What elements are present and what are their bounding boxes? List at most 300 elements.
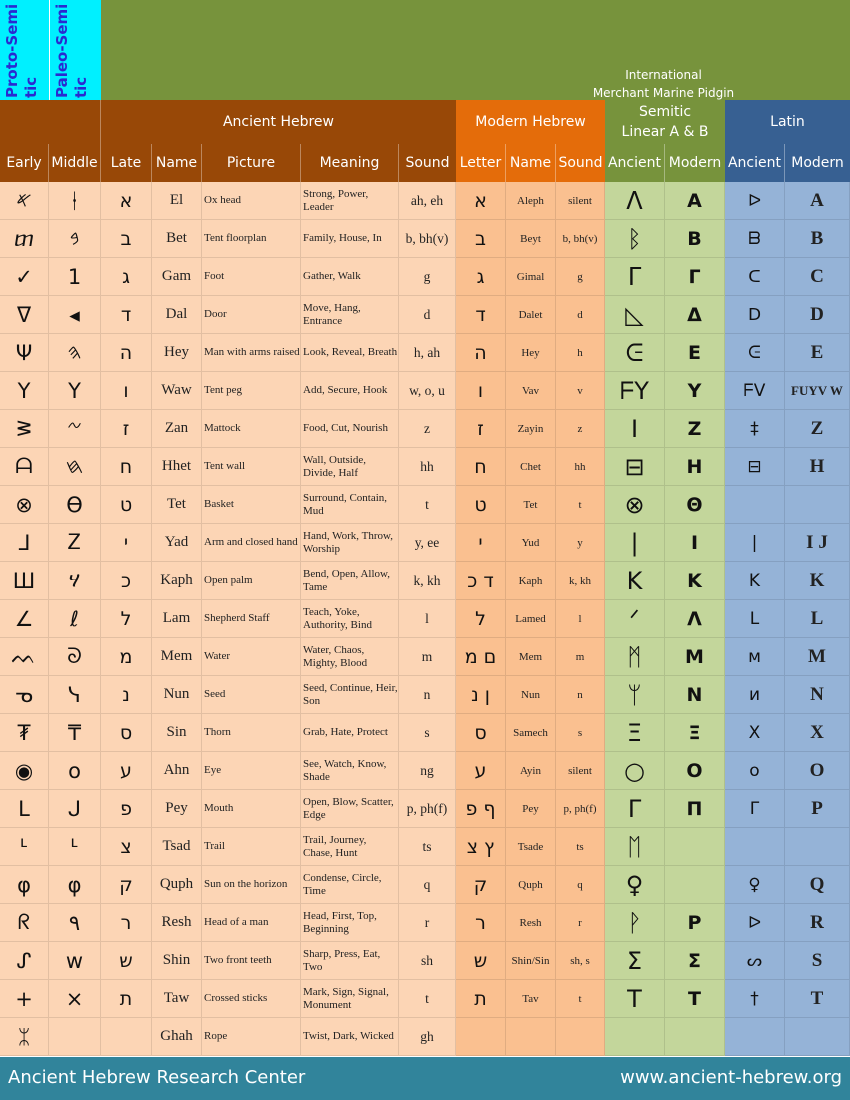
cell-sound: ah, eh bbox=[399, 182, 456, 220]
cell-middle: 𐤇 bbox=[49, 448, 101, 486]
cell-late: ו bbox=[101, 372, 152, 410]
cell-sem-mod: Δ bbox=[665, 296, 725, 334]
paleo-semitic-label: Paleo-Semitic bbox=[53, 3, 90, 98]
cell-sound: h, ah bbox=[399, 334, 456, 372]
cell-picture: Ox head bbox=[202, 182, 301, 220]
cell-late: צ bbox=[101, 828, 152, 866]
cell-letter: ה bbox=[456, 334, 506, 372]
col-meaning-header: Meaning bbox=[301, 144, 399, 182]
cell-meaning: Look, Reveal, Breath bbox=[301, 334, 399, 372]
cell-middle: ₸ bbox=[49, 714, 101, 752]
cell-letter: ד bbox=[456, 296, 506, 334]
cell-picture: Rope bbox=[202, 1018, 301, 1056]
cell-picture: Two front teeth bbox=[202, 942, 301, 980]
cell-letter: ל bbox=[456, 600, 506, 638]
cell-sem-anc: ᐱ bbox=[605, 182, 665, 220]
cell-sound: ts bbox=[399, 828, 456, 866]
cell-name: Tet bbox=[152, 486, 202, 524]
cell-early: ⊗ bbox=[0, 486, 49, 524]
cell-lat-mod: N bbox=[785, 676, 850, 714]
cell-lat-mod: Z bbox=[785, 410, 850, 448]
cell-letter: ת bbox=[456, 980, 506, 1018]
col-lat-modern-header: Modern bbox=[785, 144, 850, 182]
cell-name: Shin bbox=[152, 942, 202, 980]
cell-lat-anc: ᑕ bbox=[725, 258, 785, 296]
cell-lat-anc: ᖴV bbox=[725, 372, 785, 410]
cell-letter: ם מ bbox=[456, 638, 506, 676]
cell-mname bbox=[506, 1018, 556, 1056]
cell-mname: Tet bbox=[506, 486, 556, 524]
cell-late: ת bbox=[101, 980, 152, 1018]
cell-sem-mod: T bbox=[665, 980, 725, 1018]
cell-early: ᒻ bbox=[0, 828, 49, 866]
cell-late: ז bbox=[101, 410, 152, 448]
cell-middle: 𐤆 bbox=[49, 410, 101, 448]
cell-mname: Beyt bbox=[506, 220, 556, 258]
cell-picture: Eye bbox=[202, 752, 301, 790]
cell-middle: ᒍ bbox=[49, 790, 101, 828]
cell-msound: s bbox=[556, 714, 605, 752]
cell-picture: Tent floorplan bbox=[202, 220, 301, 258]
cell-letter: ס bbox=[456, 714, 506, 752]
cell-name: Dal bbox=[152, 296, 202, 334]
cell-late: פ bbox=[101, 790, 152, 828]
cell-sound: y, ee bbox=[399, 524, 456, 562]
cell-sound: d bbox=[399, 296, 456, 334]
cell-late: ב bbox=[101, 220, 152, 258]
paleo-semitic-header bbox=[49, 0, 101, 100]
latin-header: Latin bbox=[725, 100, 850, 144]
cell-msound: n bbox=[556, 676, 605, 714]
cell-early: ᗩ bbox=[0, 448, 49, 486]
cell-sem-mod: Λ bbox=[665, 600, 725, 638]
cell-mname: Nun bbox=[506, 676, 556, 714]
cell-letter: ג bbox=[456, 258, 506, 296]
cell-late: ל bbox=[101, 600, 152, 638]
cell-lat-mod bbox=[785, 828, 850, 866]
cell-letter: ו bbox=[456, 372, 506, 410]
cell-name: Quph bbox=[152, 866, 202, 904]
cell-letter: ד כ bbox=[456, 562, 506, 600]
col-picture-header: Picture bbox=[202, 144, 301, 182]
cell-sem-mod: H bbox=[665, 448, 725, 486]
cell-mname: Ayin bbox=[506, 752, 556, 790]
cell-meaning: Surround, Contain, Mud bbox=[301, 486, 399, 524]
cell-sound: q bbox=[399, 866, 456, 904]
cell-sem-anc: ᛗ bbox=[605, 638, 665, 676]
alphabet-table-body bbox=[0, 182, 850, 1056]
cell-early: Ψ bbox=[0, 334, 49, 372]
cell-msound: b, bh(v) bbox=[556, 220, 605, 258]
cell-letter: י bbox=[456, 524, 506, 562]
cell-lat-anc bbox=[725, 1018, 785, 1056]
cell-sem-mod: M bbox=[665, 638, 725, 676]
cell-middle: ᚽ bbox=[49, 182, 101, 220]
cell-msound: q bbox=[556, 866, 605, 904]
cell-middle: w bbox=[49, 942, 101, 980]
cell-late: ח bbox=[101, 448, 152, 486]
cell-picture: Head of a man bbox=[202, 904, 301, 942]
cell-late: ס bbox=[101, 714, 152, 752]
cell-picture: Tent peg bbox=[202, 372, 301, 410]
cell-sem-anc: ᕮ bbox=[605, 334, 665, 372]
cell-mname: Zayin bbox=[506, 410, 556, 448]
cell-sound: k, kh bbox=[399, 562, 456, 600]
cell-sem-mod: P bbox=[665, 904, 725, 942]
cell-lat-anc: o bbox=[725, 752, 785, 790]
cell-msound: d bbox=[556, 296, 605, 334]
cell-name: Pey bbox=[152, 790, 202, 828]
cell-early: ◉ bbox=[0, 752, 49, 790]
cell-name: Ghah bbox=[152, 1018, 202, 1056]
cell-lat-anc: ᴍ bbox=[725, 638, 785, 676]
cell-mname: Dalet bbox=[506, 296, 556, 334]
cell-sem-mod bbox=[665, 866, 725, 904]
cell-sem-anc: ᒥ bbox=[605, 258, 665, 296]
cell-sem-anc: ᛖ bbox=[605, 828, 665, 866]
cell-msound: p, ph(f) bbox=[556, 790, 605, 828]
cell-late: ר bbox=[101, 904, 152, 942]
cell-picture: Basket bbox=[202, 486, 301, 524]
cell-picture: Crossed sticks bbox=[202, 980, 301, 1018]
cell-meaning: Hand, Work, Throw, Worship bbox=[301, 524, 399, 562]
cell-late: נ bbox=[101, 676, 152, 714]
col-lat-ancient-header: Ancient bbox=[725, 144, 785, 182]
cell-sem-mod: K bbox=[665, 562, 725, 600]
cell-late: כ bbox=[101, 562, 152, 600]
cell-meaning: Seed, Continue, Heir, Son bbox=[301, 676, 399, 714]
modern-hebrew-header: Modern Hebrew bbox=[456, 100, 605, 144]
cell-msound: hh bbox=[556, 448, 605, 486]
cell-middle: × bbox=[49, 980, 101, 1018]
cell-picture: Door bbox=[202, 296, 301, 334]
cell-picture: Sun on the horizon bbox=[202, 866, 301, 904]
cell-picture: Arm and closed hand bbox=[202, 524, 301, 562]
col-mname-header: Name bbox=[506, 144, 556, 182]
cell-sem-mod: O bbox=[665, 752, 725, 790]
proto-semitic-label: Proto-Semitic bbox=[3, 3, 40, 98]
cell-sem-anc: ◺ bbox=[605, 296, 665, 334]
cell-msound: v bbox=[556, 372, 605, 410]
cell-sem-mod: Θ bbox=[665, 486, 725, 524]
cell-picture: Mouth bbox=[202, 790, 301, 828]
cell-early: ᓀ bbox=[0, 676, 49, 714]
cell-late: ה bbox=[101, 334, 152, 372]
cell-lat-mod: H bbox=[785, 448, 850, 486]
cell-picture: Trail bbox=[202, 828, 301, 866]
cell-early: ᛯ bbox=[0, 1018, 49, 1056]
col-sound-header: Sound bbox=[399, 144, 456, 182]
cell-mname: Kaph bbox=[506, 562, 556, 600]
cell-lat-anc: Γ bbox=[725, 790, 785, 828]
cell-letter: ב bbox=[456, 220, 506, 258]
cell-middle: 𐤄 bbox=[49, 334, 101, 372]
cell-meaning: Open, Blow, Scatter, Edge bbox=[301, 790, 399, 828]
cell-sem-anc: K bbox=[605, 562, 665, 600]
cell-sound: sh bbox=[399, 942, 456, 980]
cell-letter: ף פ bbox=[456, 790, 506, 828]
cell-sem-anc: Ξ bbox=[605, 714, 665, 752]
footer-bar bbox=[0, 1057, 850, 1100]
cell-sound: t bbox=[399, 486, 456, 524]
cell-meaning: Mark, Sign, Signal, Monument bbox=[301, 980, 399, 1018]
cell-msound: h bbox=[556, 334, 605, 372]
cell-lat-anc: ♀ bbox=[725, 866, 785, 904]
cell-sound: b, bh(v) bbox=[399, 220, 456, 258]
cell-early: Y bbox=[0, 372, 49, 410]
cell-letter: ע bbox=[456, 752, 506, 790]
cell-meaning: Trail, Journey, Chase, Hunt bbox=[301, 828, 399, 866]
cell-early: ∠ bbox=[0, 600, 49, 638]
cell-lat-anc: | bbox=[725, 524, 785, 562]
cell-sem-anc: | bbox=[605, 524, 665, 562]
cell-meaning: Head, First, Top, Beginning bbox=[301, 904, 399, 942]
cell-msound: sh, s bbox=[556, 942, 605, 980]
cell-lat-anc: ᐅ bbox=[725, 182, 785, 220]
cell-lat-mod: K bbox=[785, 562, 850, 600]
cell-letter: ש bbox=[456, 942, 506, 980]
col-late-header: Late bbox=[101, 144, 152, 182]
cell-sound: ng bbox=[399, 752, 456, 790]
cell-name: Waw bbox=[152, 372, 202, 410]
cell-mname: Pey bbox=[506, 790, 556, 828]
cell-picture: Foot bbox=[202, 258, 301, 296]
cell-lat-anc: ᔕ bbox=[725, 942, 785, 980]
cell-sound: l bbox=[399, 600, 456, 638]
cell-name: Taw bbox=[152, 980, 202, 1018]
cell-meaning: Teach, Yoke, Authority, Bind bbox=[301, 600, 399, 638]
cell-late: ע bbox=[101, 752, 152, 790]
cell-middle: ϴ bbox=[49, 486, 101, 524]
cell-mname: Chet bbox=[506, 448, 556, 486]
cell-picture: Man with arms raised bbox=[202, 334, 301, 372]
cell-early: ✓ bbox=[0, 258, 49, 296]
blank-brown-header bbox=[0, 100, 101, 144]
cell-sem-anc: ᚹ bbox=[605, 904, 665, 942]
cell-letter: ק bbox=[456, 866, 506, 904]
cell-sound: m bbox=[399, 638, 456, 676]
cell-name: Ahn bbox=[152, 752, 202, 790]
cell-middle: ◂ bbox=[49, 296, 101, 334]
cell-meaning: Sharp, Press, Eat, Two bbox=[301, 942, 399, 980]
cell-msound: t bbox=[556, 486, 605, 524]
cell-lat-anc: ‡ bbox=[725, 410, 785, 448]
cell-late: ט bbox=[101, 486, 152, 524]
cell-middle: Y bbox=[49, 372, 101, 410]
cell-lat-mod: L bbox=[785, 600, 850, 638]
cell-mname: Resh bbox=[506, 904, 556, 942]
cell-meaning: Family, House, In bbox=[301, 220, 399, 258]
cell-lat-mod: T bbox=[785, 980, 850, 1018]
cell-mname: Quph bbox=[506, 866, 556, 904]
cell-early: ᒪ bbox=[0, 790, 49, 828]
cell-sem-anc: ᐟ bbox=[605, 600, 665, 638]
semitic-header: Semitic Linear A & B bbox=[605, 100, 725, 144]
cell-sem-anc: ⊗ bbox=[605, 486, 665, 524]
cell-name: Mem bbox=[152, 638, 202, 676]
cell-letter: א bbox=[456, 182, 506, 220]
cell-sem-anc: I bbox=[605, 410, 665, 448]
cell-meaning: Water, Chaos, Mighty, Blood bbox=[301, 638, 399, 676]
cell-lat-mod: B bbox=[785, 220, 850, 258]
cell-lat-anc: ⊟ bbox=[725, 448, 785, 486]
cell-early: ᨓ bbox=[0, 638, 49, 676]
cell-early: φ bbox=[0, 866, 49, 904]
cell-early: ⴇ bbox=[0, 220, 49, 258]
cell-msound: r bbox=[556, 904, 605, 942]
cell-sound: hh bbox=[399, 448, 456, 486]
cell-middle: ሃ bbox=[49, 562, 101, 600]
col-sem-modern-header: Modern bbox=[665, 144, 725, 182]
proto-semitic-header bbox=[0, 0, 49, 100]
cell-lat-mod: R bbox=[785, 904, 850, 942]
cell-mname: Samech bbox=[506, 714, 556, 752]
cell-picture: Shepherd Staff bbox=[202, 600, 301, 638]
cell-msound: k, kh bbox=[556, 562, 605, 600]
cell-lat-mod: D bbox=[785, 296, 850, 334]
cell-sem-anc: Γ bbox=[605, 790, 665, 828]
cell-mname: Yud bbox=[506, 524, 556, 562]
footer-org-name: Ancient Hebrew Research Center bbox=[8, 1067, 306, 1088]
cell-sem-mod: Π bbox=[665, 790, 725, 828]
cell-lat-mod bbox=[785, 1018, 850, 1056]
cell-name: Yad bbox=[152, 524, 202, 562]
cell-name: El bbox=[152, 182, 202, 220]
cell-meaning: See, Watch, Know, Shade bbox=[301, 752, 399, 790]
col-sem-ancient-header: Ancient bbox=[605, 144, 665, 182]
cell-name: Hhet bbox=[152, 448, 202, 486]
cell-mname: Shin/Sin bbox=[506, 942, 556, 980]
cell-sem-mod: N bbox=[665, 676, 725, 714]
cell-name: Sin bbox=[152, 714, 202, 752]
cell-early: Ш bbox=[0, 562, 49, 600]
cell-meaning: Condense, Circle, Time bbox=[301, 866, 399, 904]
cell-mname: Gimal bbox=[506, 258, 556, 296]
cell-sound: r bbox=[399, 904, 456, 942]
cell-sound: t bbox=[399, 980, 456, 1018]
cell-lat-anc: ᐅ bbox=[725, 904, 785, 942]
cell-msound: t bbox=[556, 980, 605, 1018]
col-msound-header: Sound bbox=[556, 144, 605, 182]
cell-mname: Hey bbox=[506, 334, 556, 372]
cell-meaning: Food, Cut, Nourish bbox=[301, 410, 399, 448]
col-middle-header: Middle bbox=[49, 144, 101, 182]
cell-lat-mod: A bbox=[785, 182, 850, 220]
cell-lat-anc: ᴎ bbox=[725, 676, 785, 714]
cell-lat-anc: ᕮ bbox=[725, 334, 785, 372]
cell-sem-anc: ⊟ bbox=[605, 448, 665, 486]
cell-letter: ץ צ bbox=[456, 828, 506, 866]
col-name-header: Name bbox=[152, 144, 202, 182]
cell-middle: ᒻ bbox=[49, 828, 101, 866]
cell-meaning: Twist, Dark, Wicked bbox=[301, 1018, 399, 1056]
cell-middle: ᓭ bbox=[49, 676, 101, 714]
cell-name: Tsad bbox=[152, 828, 202, 866]
cell-sound: s bbox=[399, 714, 456, 752]
cell-meaning: Grab, Hate, Protect bbox=[301, 714, 399, 752]
cell-late: ד bbox=[101, 296, 152, 334]
cell-msound: silent bbox=[556, 182, 605, 220]
cell-sem-anc bbox=[605, 1018, 665, 1056]
cell-lat-mod: C bbox=[785, 258, 850, 296]
cell-sem-mod: A bbox=[665, 182, 725, 220]
cell-lat-mod bbox=[785, 486, 850, 524]
col-letter-header: Letter bbox=[456, 144, 506, 182]
cell-sound: w, o, u bbox=[399, 372, 456, 410]
cell-middle: φ bbox=[49, 866, 101, 904]
cell-msound: silent bbox=[556, 752, 605, 790]
cell-name: Resh bbox=[152, 904, 202, 942]
cell-sound: p, ph(f) bbox=[399, 790, 456, 828]
cell-msound: z bbox=[556, 410, 605, 448]
cell-late: א bbox=[101, 182, 152, 220]
cell-middle: ℓ bbox=[49, 600, 101, 638]
cell-sem-anc: ᛘ bbox=[605, 676, 665, 714]
pidgin-header bbox=[101, 0, 850, 100]
cell-meaning: Strong, Power, Leader bbox=[301, 182, 399, 220]
cell-sem-mod: Y bbox=[665, 372, 725, 410]
cell-name: Zan bbox=[152, 410, 202, 448]
cell-sem-anc: T bbox=[605, 980, 665, 1018]
cell-sem-mod: E bbox=[665, 334, 725, 372]
cell-lat-mod: E bbox=[785, 334, 850, 372]
cell-mname: Aleph bbox=[506, 182, 556, 220]
cell-picture: Thorn bbox=[202, 714, 301, 752]
cell-meaning: Bend, Open, Allow, Tame bbox=[301, 562, 399, 600]
cell-name: Kaph bbox=[152, 562, 202, 600]
footer-website[interactable]: www.ancient-hebrew.org bbox=[620, 1067, 842, 1088]
cell-picture: Water bbox=[202, 638, 301, 676]
cell-picture: Open palm bbox=[202, 562, 301, 600]
cell-sem-anc: ♀ bbox=[605, 866, 665, 904]
cell-lat-anc bbox=[725, 828, 785, 866]
cell-msound: l bbox=[556, 600, 605, 638]
cell-lat-anc: ᗞ bbox=[725, 296, 785, 334]
cell-sound: n bbox=[399, 676, 456, 714]
cell-late: ג bbox=[101, 258, 152, 296]
cell-sem-anc: ○ bbox=[605, 752, 665, 790]
cell-sem-mod: I bbox=[665, 524, 725, 562]
cell-late: מ bbox=[101, 638, 152, 676]
cell-sem-anc: Σ bbox=[605, 942, 665, 980]
cell-sem-mod: Γ bbox=[665, 258, 725, 296]
cell-late: י bbox=[101, 524, 152, 562]
cell-mname: Vav bbox=[506, 372, 556, 410]
cell-sem-mod: B bbox=[665, 220, 725, 258]
cell-picture: Tent wall bbox=[202, 448, 301, 486]
cell-picture: Mattock bbox=[202, 410, 301, 448]
cell-letter: ט bbox=[456, 486, 506, 524]
cell-early: 𐤀 bbox=[0, 182, 49, 220]
cell-letter bbox=[456, 1018, 506, 1056]
cell-late: ק bbox=[101, 866, 152, 904]
cell-name: Hey bbox=[152, 334, 202, 372]
cell-lat-anc: ᗷ bbox=[725, 220, 785, 258]
cell-middle: ٩ bbox=[49, 904, 101, 942]
cell-sound: g bbox=[399, 258, 456, 296]
ancient-hebrew-header: Ancient Hebrew bbox=[101, 100, 456, 144]
cell-lat-mod: FUYV W bbox=[785, 372, 850, 410]
cell-early: + bbox=[0, 980, 49, 1018]
cell-lat-anc: K bbox=[725, 562, 785, 600]
cell-name: Lam bbox=[152, 600, 202, 638]
cell-mname: Tsade bbox=[506, 828, 556, 866]
cell-lat-anc: X bbox=[725, 714, 785, 752]
cell-sound: z bbox=[399, 410, 456, 448]
cell-msound: ts bbox=[556, 828, 605, 866]
cell-lat-mod: S bbox=[785, 942, 850, 980]
cell-early: ᔑ bbox=[0, 942, 49, 980]
